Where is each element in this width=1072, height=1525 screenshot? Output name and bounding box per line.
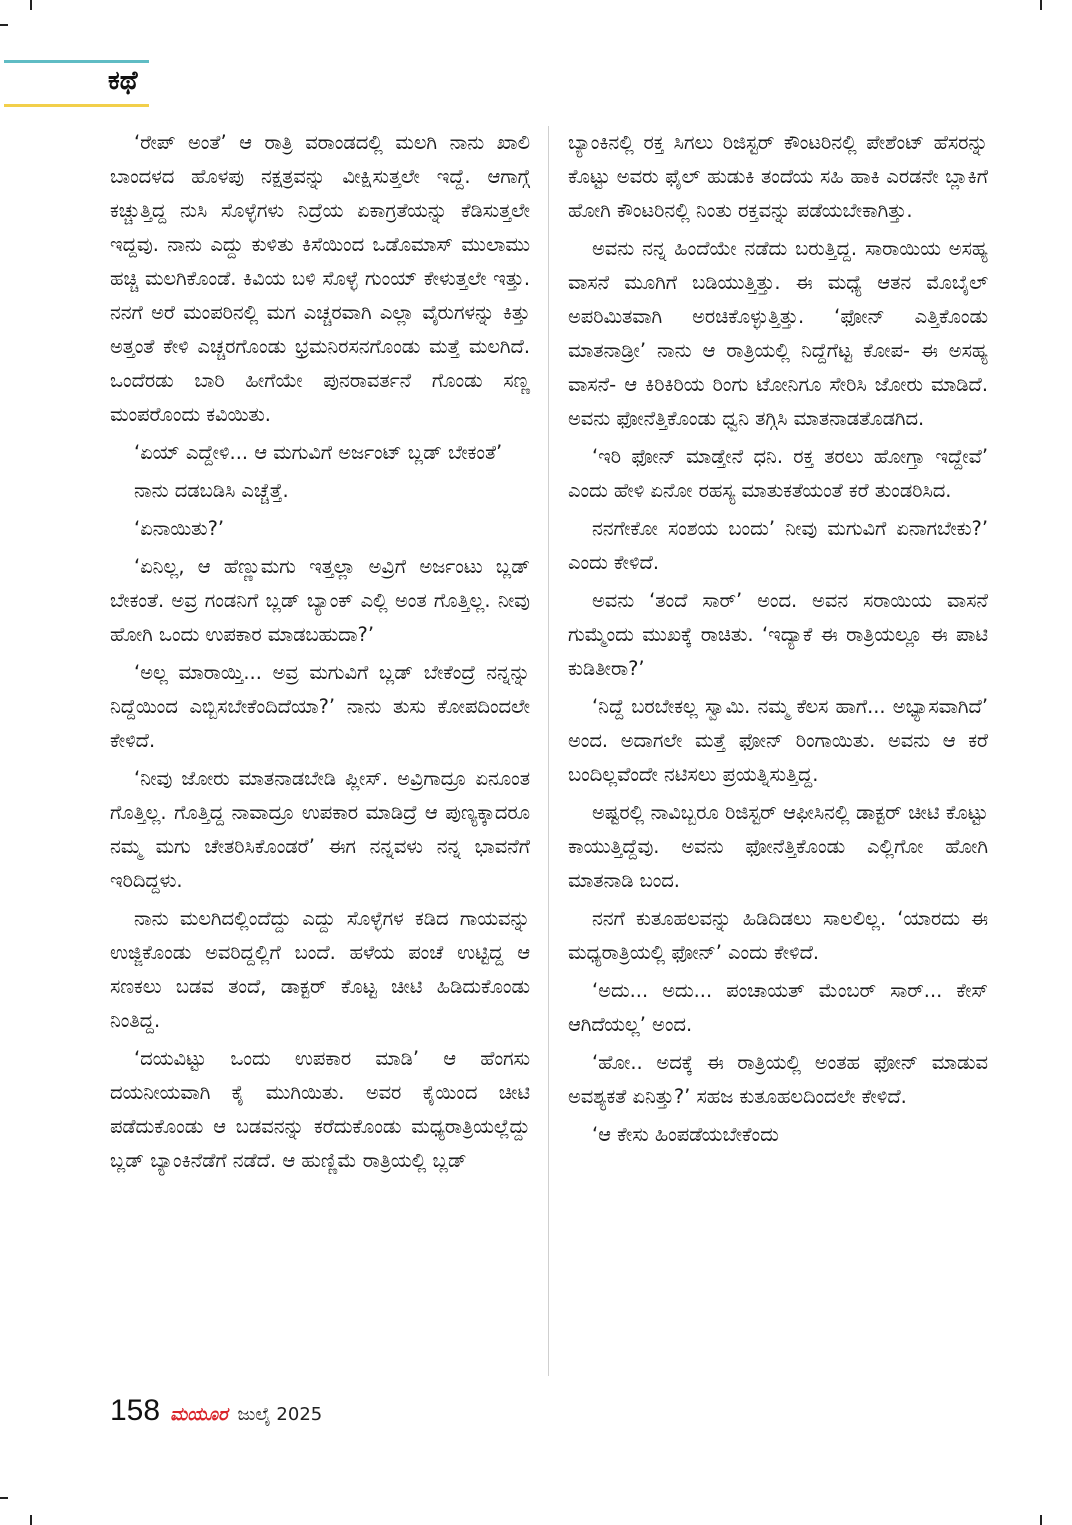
paragraph: ನಾನು ಮಲಗಿದಲ್ಲಿಂದೆದ್ದು ಎದ್ದು ಸೊಳ್ಳೆಗಳ ಕಡಿದ ಗಾಯವನ್ನು ಉಜ್ಜಿಕೊಂಡು ಅವರಿದ್ದಲ್ಲಿಗೆ ಬಂದೆ. ಹಳೆಯ ಪಂಚೆ ಉಟ್ಟಿದ್ದ ಆ ಸಣಕಲು ಬಡವ ತಂದೆ, ಡಾಕ್ಟರ್ ಕೊಟ್ಟ ಚೀಟಿ ಹಿಡಿದುಕೊಂಡು ನಿಂತಿದ್ದ.	[110, 907, 530, 1032]
page-footer	[110, 1394, 322, 1428]
paragraph: ‘ಏನಿಲ್ಲ, ಆ ಹೆಣ್ಣುಮಗು ಇತ್ತಲ್ಲಾ ಅವ್ರಿಗೆ ಅರ್ಜಂಟು ಬ್ಲಡ್ ಬೇಕಂತೆ. ಅವ್ರ ಗಂಡನಿಗೆ ಬ್ಲಡ್ ಬ್ಯಾಂಕ್ ಎಲ್ಲಿ ಅಂತ ಗೊತ್ತಿಲ್ಲ. ನೀವು ಹೋಗಿ ಒಂದು ಉಪಕಾರ ಮಾಡಬಹುದಾ?’	[110, 555, 530, 646]
paragraph: ‘ಇರಿ ಫೋನ್ ಮಾಡ್ತೇನೆ ಧನಿ. ರಕ್ತ ತರಲು ಹೋಗ್ತಾ ಇದ್ದೇವೆ’ ಎಂದು ಹೇಳಿ ಏನೋ ರಹಸ್ಯ ಮಾತುಕತೆಯಂತೆ ಕರೆ ತುಂಡರಿಸಿದ.	[568, 445, 988, 502]
paragraph: ಬ್ಯಾಂಕಿನಲ್ಲಿ ರಕ್ತ ಸಿಗಲು ರಿಜಿಸ್ಟರ್ ಕೌಂಟರಿನಲ್ಲಿ ಪೇಶೆಂಟ್ ಹೆಸರನ್ನು ಕೊಟ್ಟು ಅವರು ಫೈಲ್ ಹುಡುಕಿ ತಂದೆಯ ಸಹಿ ಹಾಕಿ ಎರಡನೇ ಬ್ಲಾಕಿಗೆ ಹೋಗಿ ಕೌಂಟರಿನಲ್ಲಿ ನಿಂತು ರಕ್ತವನ್ನು ಪಡೆಯಬೇಕಾಗಿತ್ತು.	[568, 131, 988, 222]
crop-mark	[0, 24, 8, 26]
crop-mark	[0, 1497, 8, 1499]
header-rule-yellow	[4, 104, 149, 107]
paragraph: ನನಗೆ ಕುತೂಹಲವನ್ನು ಹಿಡಿದಿಡಲು ಸಾಲಲಿಲ್ಲ. ‘ಯಾರದು ಈ ಮಧ್ಯರಾತ್ರಿಯಲ್ಲಿ ಫೋನ್’ ಎಂದು ಕೇಳಿದೆ.	[568, 907, 988, 964]
paragraph: ‘ಏಯ್ ಎದ್ದೇಳಿ... ಆ ಮಗುವಿಗೆ ಅರ್ಜಂಟ್ ಬ್ಲಡ್ ಬೇಕಂತೆ’	[134, 441, 503, 464]
section-title: ಕಥೆ	[108, 66, 138, 96]
crop-mark	[30, 1515, 32, 1525]
crop-mark	[30, 0, 32, 10]
paragraph: ‘ಅಲ್ಲ ಮಾರಾಯ್ತಿ... ಅವ್ರ ಮಗುವಿಗೆ ಬ್ಲಡ್ ಬೇಕೆಂದ್ರೆ ನನ್ನನ್ನು ನಿದ್ದೆಯಿಂದ ಎಬ್ಬಿಸಬೇಕೆಂದಿದೆಯಾ?’ ನಾನು ತುಸು ಕೋಪದಿಂದಲೇ ಕೇಳಿದೆ.	[110, 661, 530, 752]
paragraph: ‘ಏನಾಯಿತು?’	[134, 517, 225, 540]
paragraph: ನನಗೇಕೋ ಸಂಶಯ ಬಂದು’ ನೀವು ಮಗುವಿಗೆ ಏನಾಗಬೇಕು?’ ಎಂದು ಕೇಳಿದೆ.	[568, 517, 988, 574]
paragraph: ‘ಅದು... ಅದು... ಪಂಚಾಯತ್ ಮೆಂಬರ್ ಸಾರ್... ಕೇಸ್ ಆಗಿದೆಯಲ್ಲ’ ಅಂದ.	[568, 979, 988, 1036]
paragraph: ‘ರೇಪ್ ಅಂತೆ’ ಆ ರಾತ್ರಿ ವರಾಂಡದಲ್ಲಿ ಮಲಗಿ ನಾನು ಖಾಲಿ ಬಾಂದಳದ ಹೊಳಪು ನಕ್ಷತ್ರವನ್ನು ವೀಕ್ಷಿಸುತ್ತಲೇ ಇದ್ದೆ. ಆಗಾಗ್ಗೆ ಕಚ್ಚುತ್ತಿದ್ದ ನುಸಿ ಸೊಳ್ಳೆಗಳು ನಿದ್ರೆಯ ಏಕಾಗ್ರತೆಯನ್ನು ಕೆಡಿಸುತ್ತಲೇ ಇದ್ದವು. ನಾನು ಎದ್ದು ಕುಳಿತು ಕಿಸೆಯಿಂದ ಒಡೊಮಾಸ್ ಮುಲಾಮು ಹಚ್ಚಿ ಮಲಗಿಕೊಂಡೆ. ಕಿವಿಯ ಬಳಿ ಸೊಳ್ಳೆ ಗುಂಯ್ ಕೇಳುತ್ತಲೇ ಇತ್ತು. ನನಗೆ ಅರೆ ಮಂಪರಿನಲ್ಲಿ ಮಗ ಎಚ್ಚರವಾಗಿ ಎಲ್ಲಾ ವೈರುಗಳನ್ನು ಕಿತ್ತು ಅತ್ತಂತೆ ಕೇಳಿ ಎಚ್ಚರಗೊಂಡು ಭ್ರಮನಿರಸನಗೊಂಡು ಮತ್ತೆ ಮಲಗಿದೆ. ಒಂದೆರಡು ಬಾರಿ ಹೀಗೆಯೇ ಪುನರಾವರ್ತನೆ ಗೊಂಡು ಸಣ್ಣ ಮಂಪರೊಂದು ಕವಿಯಿತು.	[110, 131, 530, 426]
paragraph: ಅವನು ‘ತಂದೆ ಸಾರ್’ ಅಂದ. ಅವನ ಸರಾಯಿಯ ವಾಸನೆ ಗುಮ್ಮೆಂದು ಮುಖಕ್ಕೆ ರಾಚಿತು. ‘ಇದ್ಯಾಕೆ ಈ ರಾತ್ರಿಯಲ್ಲೂ ಈ ಪಾಟಿ ಕುಡಿತೀರಾ?’	[568, 589, 988, 680]
right-column	[568, 126, 988, 1152]
page-number: 158	[110, 1394, 161, 1427]
issue-date: ಜುಲೈ 2025	[237, 1404, 323, 1425]
paragraph: ‘ದಯವಿಟ್ಟು ಒಂದು ಉಪಕಾರ ಮಾಡಿ’ ಆ ಹೆಂಗಸು ದಯನೀಯವಾಗಿ ಕೈ ಮುಗಿಯಿತು. ಅವರ ಕೈಯಿಂದ ಚೀಟಿ ಪಡೆದುಕೊಂಡು ಆ ಬಡವನನ್ನು ಕರೆದುಕೊಂಡು ಮಧ್ಯರಾತ್ರಿಯಲ್ಲೆದ್ದು ಬ್ಲಡ್ ಬ್ಯಾಂಕಿನೆಡೆಗೆ ನಡೆದೆ. ಆ ಹುಣ್ಣಿಮೆ ರಾತ್ರಿಯಲ್ಲಿ ಬ್ಲಡ್	[110, 1047, 530, 1172]
paragraph: ‘ಆ ಕೇಸು ಹಿಂಪಡೆಯಬೇಕೆಂದು	[592, 1123, 779, 1146]
crop-mark	[1040, 1515, 1042, 1525]
header-rule-teal	[4, 60, 149, 63]
left-column	[110, 126, 530, 1178]
column-divider	[548, 126, 549, 1376]
crop-mark	[1040, 0, 1042, 10]
magazine-logo: ಮಯೂರ	[170, 1404, 228, 1425]
paragraph: ಅಷ್ಟರಲ್ಲಿ ನಾವಿಬ್ಬರೂ ರಿಜಿಸ್ಟರ್ ಆಫೀಸಿನಲ್ಲಿ ಡಾಕ್ಟರ್ ಚೀಟಿ ಕೊಟ್ಟು ಕಾಯುತ್ತಿದ್ದೆವು. ಅವನು ಫೋನೆತ್ತಿಕೊಂಡು ಎಲ್ಲಿಗೋ ಹೋಗಿ ಮಾತನಾಡಿ ಬಂದ.	[568, 801, 988, 892]
paragraph: ‘ನಿದ್ದೆ ಬರಬೇಕಲ್ಲ ಸ್ವಾಮಿ. ನಮ್ಮ ಕೆಲಸ ಹಾಗೆ... ಅಭ್ಯಾಸವಾಗಿದೆ’ ಅಂದ. ಅದಾಗಲೇ ಮತ್ತೆ ಫೋನ್ ರಿಂಗಾಯಿತು. ಅವನು ಆ ಕರೆ ಬಂದಿಲ್ಲವೆಂದೇ ನಟಿಸಲು ಪ್ರಯತ್ನಿಸುತ್ತಿದ್ದ.	[568, 695, 988, 786]
paragraph: ‘ಹೋ.. ಅದಕ್ಕೆ ಈ ರಾತ್ರಿಯಲ್ಲಿ ಅಂತಹ ಫೋನ್ ಮಾಡುವ ಅವಶ್ಯಕತೆ ಏನಿತ್ತು?’ ಸಹಜ ಕುತೂಹಲದಿಂದಲೇ ಕೇಳಿದೆ.	[568, 1051, 988, 1108]
paragraph: ಅವನು ನನ್ನ ಹಿಂದೆಯೇ ನಡೆದು ಬರುತ್ತಿದ್ದ. ಸಾರಾಯಿಯ ಅಸಹ್ಯ ವಾಸನೆ ಮೂಗಿಗೆ ಬಡಿಯುತ್ತಿತ್ತು. ಈ ಮಧ್ಯೆ ಆತನ ಮೊಬೈಲ್ ಅಪರಿಮಿತವಾಗಿ ಅರಚಿಕೊಳ್ಳುತ್ತಿತ್ತು. ‘ಫೋನ್ ಎತ್ತಿಕೊಂಡು ಮಾತನಾಡ್ರೀ’ ನಾನು ಆ ರಾತ್ರಿಯಲ್ಲಿ ನಿದ್ದೆಗೆಟ್ಟ ಕೋಪ- ಈ ಅಸಹ್ಯ ವಾಸನೆ- ಆ ಕಿರಿಕಿರಿಯ ರಿಂಗು ಟೋನಿಗೂ ಸೇರಿಸಿ ಜೋರು ಮಾಡಿದೆ. ಅವನು ಫೋನೆತ್ತಿಕೊಂಡು ಧ್ವನಿ ತಗ್ಗಿಸಿ ಮಾತನಾಡತೊಡಗಿದ.	[568, 237, 988, 430]
paragraph: ನಾನು ದಡಬಡಿಸಿ ಎಚ್ಚೆತ್ತೆ.	[134, 479, 289, 502]
paragraph: ‘ನೀವು ಜೋರು ಮಾತನಾಡಬೇಡಿ ಪ್ಲೀಸ್. ಅವ್ರಿಗಾದ್ರೂ ಏನೂಂತ ಗೊತ್ತಿಲ್ಲ. ಗೊತ್ತಿದ್ದ ನಾವಾದ್ರೂ ಉಪಕಾರ ಮಾಡಿದ್ರೆ ಆ ಪುಣ್ಯಕ್ಕಾದರೂ ನಮ್ಮ ಮಗು ಚೇತರಿಸಿಕೊಂಡರೆ’ ಈಗ ನನ್ನವಳು ನನ್ನ ಭಾವನೆಗೆ ಇರಿದಿದ್ದಳು.	[110, 767, 530, 892]
